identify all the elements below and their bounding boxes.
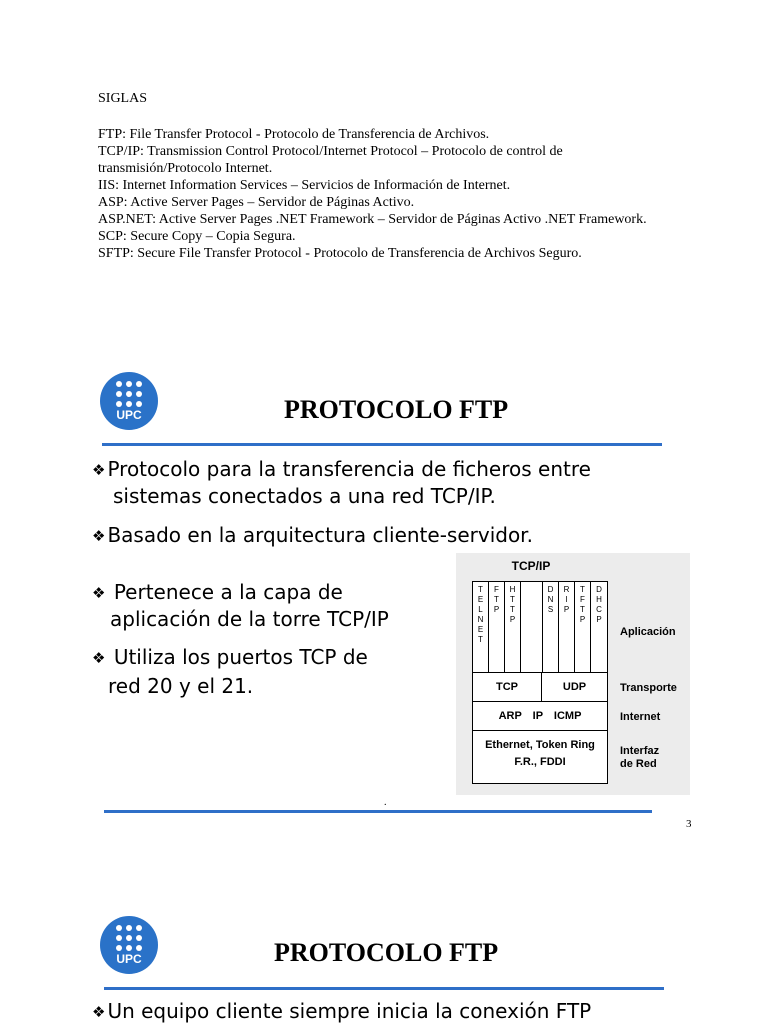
protocol-stack bbox=[472, 581, 608, 784]
bullet-icon: ❖ bbox=[92, 1003, 106, 1021]
logo-text: UPC bbox=[116, 408, 142, 422]
upc-logo bbox=[100, 372, 158, 430]
bullet-item: ❖ Un equipo cliente siempre inicia la conexión FTP bbox=[92, 999, 592, 1023]
protocol-rip: R I P bbox=[559, 582, 575, 672]
protocol-dns: D N S bbox=[543, 582, 559, 672]
logo-text: UPC bbox=[116, 952, 142, 966]
stray-dot: . bbox=[384, 797, 387, 808]
siglas-title: SIGLAS bbox=[98, 91, 148, 106]
page-number: 3 bbox=[686, 818, 692, 830]
logo-dots-icon bbox=[116, 925, 142, 951]
sigla-item: TCP/IP: Transmission Control Protocol/Internet Protocol – Protocolo de control de transmisión/Protocolo Internet. bbox=[98, 144, 563, 176]
bullet-icon: ❖ bbox=[92, 649, 106, 667]
protocol-telnet: T E L N E T bbox=[473, 582, 489, 672]
transport-row bbox=[473, 673, 607, 702]
protocol-gap bbox=[521, 582, 543, 672]
sigla-item: FTP: File Transfer Protocol - Protocolo de Transferencia de Archivos. bbox=[98, 127, 490, 142]
diagram-title: TCP/IP bbox=[511, 559, 551, 573]
title-divider bbox=[104, 987, 664, 990]
bullet-continuation: red 20 y el 21. bbox=[108, 674, 254, 698]
bullet-item: ❖ Utiliza los puertos TCP de bbox=[92, 645, 368, 669]
upc-logo bbox=[100, 916, 158, 974]
layer-application: Aplicación bbox=[620, 626, 676, 638]
tcpip-stack-diagram bbox=[456, 553, 690, 795]
network-interface-row: Ethernet, Token Ring F.R., FDDI bbox=[485, 739, 595, 768]
slide-title: PROTOCOLO FTP bbox=[274, 938, 499, 967]
slide-title: PROTOCOLO FTP bbox=[284, 395, 509, 424]
sigla-item: SFTP: Secure File Transfer Protocol - Protocolo de Transferencia de Archivos Seguro. bbox=[98, 246, 582, 261]
protocol-tftp: T F T P bbox=[575, 582, 591, 672]
logo-dots-icon bbox=[116, 381, 142, 407]
sigla-item: SCP: Secure Copy – Copia Segura. bbox=[98, 229, 296, 244]
protocol-ftp: F T P bbox=[489, 582, 505, 672]
bullet-icon: ❖ bbox=[92, 584, 106, 602]
bullet-item: ❖ Protocolo para la transferencia de ficheros entre bbox=[92, 457, 591, 481]
internet-row: ARP IP ICMP bbox=[473, 702, 607, 731]
sigla-item: ASP.NET: Active Server Pages .NET Framework – Servidor de Páginas Activo .NET Framework. bbox=[98, 212, 647, 227]
bullet-item: ❖ Pertenece a la capa de bbox=[92, 580, 343, 604]
footer-divider bbox=[104, 810, 652, 813]
protocol-udp: UDP bbox=[562, 681, 587, 693]
bullet-continuation: aplicación de la torre TCP/IP bbox=[110, 607, 389, 631]
siglas-list bbox=[98, 126, 658, 262]
bullet-continuation: sistemas conectados a una red TCP/IP. bbox=[113, 484, 496, 508]
application-row bbox=[473, 582, 607, 673]
title-divider bbox=[102, 443, 662, 446]
layer-transport: Transporte bbox=[620, 682, 677, 694]
protocol-dhcp: D H C P bbox=[596, 585, 602, 624]
layer-internet: Internet bbox=[620, 711, 661, 723]
layer-network-interface: Interfaz de Red bbox=[620, 745, 660, 770]
sigla-item: IIS: Internet Information Services – Servicios de Información de Internet. bbox=[98, 178, 511, 193]
protocol-tcp: TCP bbox=[473, 673, 542, 701]
bullet-item: ❖ Basado en la arquitectura cliente-servidor. bbox=[92, 523, 533, 547]
bullet-icon: ❖ bbox=[92, 461, 106, 479]
bullet-icon: ❖ bbox=[92, 527, 106, 545]
sigla-item: ASP: Active Server Pages – Servidor de Páginas Activo. bbox=[98, 195, 415, 210]
protocol-http: H T T P bbox=[505, 582, 521, 672]
